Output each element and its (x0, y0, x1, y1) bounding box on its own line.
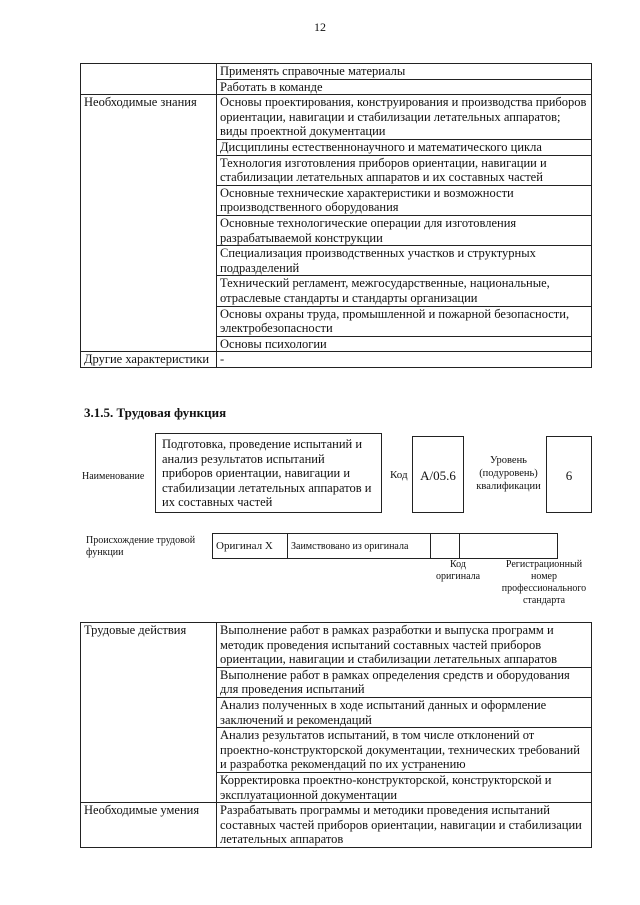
row-value: Анализ результатов испытаний, в том числе отклонений от проектно-конструкторской документации, технических требований и разработка рекомендаций по их устранению (217, 728, 592, 773)
row-label: Другие характеристики (81, 352, 217, 368)
table-row (81, 95, 592, 140)
table-row (81, 352, 592, 368)
row-label: Необходимые умения (81, 803, 217, 848)
origin-borrowed-cell: Заимствовано из оригинала (288, 534, 431, 559)
origin-original-cell: Оригинал X (213, 534, 288, 559)
table-row (81, 623, 592, 668)
origin-label: Происхождение трудовой функции (86, 535, 196, 558)
row-value: Специализация производственных участков и структурных подразделений (217, 246, 592, 276)
code-label: Код (390, 469, 408, 481)
qualification-level-label: Уровень (подуровень) квалификации (476, 455, 541, 492)
row-value: Основы охраны труда, промышленной и пожарной безопасности, электробезопасности (217, 306, 592, 336)
row-value: Основы проектирования, конструирования и производства приборов ориентации, навигации и стабилизации летательных аппаратов; виды проектной документации (217, 95, 592, 140)
origin-code-caption: Код оригинала (435, 559, 481, 582)
row-value: Основные технические характеристики и возможности производственного оборудования (217, 185, 592, 215)
page-number: 12 (314, 20, 326, 34)
row-value: Работать в команде (217, 79, 592, 95)
row-value: Выполнение работ в рамках определения средств и оборудования для проведения испытаний (217, 667, 592, 697)
function-name-box: Подготовка, проведение испытаний и анализ результатов испытаний приборов ориентации, навигации и стабилизации летательных аппаратов и их составных частей (155, 433, 382, 513)
row-value: Корректировка проектно-конструкторской, конструкторской и эксплуатационной документации (217, 772, 592, 802)
row-label: Трудовые действия (81, 623, 217, 803)
row-value: Основы психологии (217, 336, 592, 352)
row-value: Основные технологические операции для изготовления разрабатываемой конструкции (217, 215, 592, 245)
qualification-level-box: 6 (546, 436, 592, 513)
characteristics-table-top (80, 63, 592, 368)
code-value-box: A/05.6 (412, 436, 464, 513)
row-value: Дисциплины естественнонаучного и математического цикла (217, 139, 592, 155)
table-row (81, 64, 592, 80)
table-row (81, 803, 592, 848)
row-value: Технический регламент, межгосударственные, национальные, отраслевые стандарты и стандарты организации (217, 276, 592, 306)
row-value: Разрабатывать программы и методики проведения испытаний составных частей приборов ориентации, навигации и стабилизации летательных аппаратов (217, 803, 592, 848)
row-value: Технология изготовления приборов ориентации, навигации и стабилизации летательных аппаратов и их составных частей (217, 155, 592, 185)
section-heading: 3.1.5. Трудовая функция (84, 405, 227, 420)
row-value: - (217, 352, 592, 368)
row-value: Анализ полученных в ходе испытаний данных и оформление заключений и рекомендаций (217, 697, 592, 727)
origin-code-cell (431, 534, 460, 559)
row-label: Необходимые знания (81, 95, 217, 352)
row-value: Выполнение работ в рамках разработки и выпуска программ и методик проведения испытаний составных частей приборов ориентации, навигации и стабилизации летательных аппаратов (217, 623, 592, 668)
origin-reg-number-cell (460, 534, 558, 559)
row-label (81, 64, 217, 95)
row-value: Применять справочные материалы (217, 64, 592, 80)
name-label: Наименование (82, 471, 145, 482)
origin-reg-caption: Регистрационный номер профессионального стандарта (501, 559, 587, 606)
labor-function-table (80, 622, 592, 848)
origin-table (212, 533, 558, 559)
